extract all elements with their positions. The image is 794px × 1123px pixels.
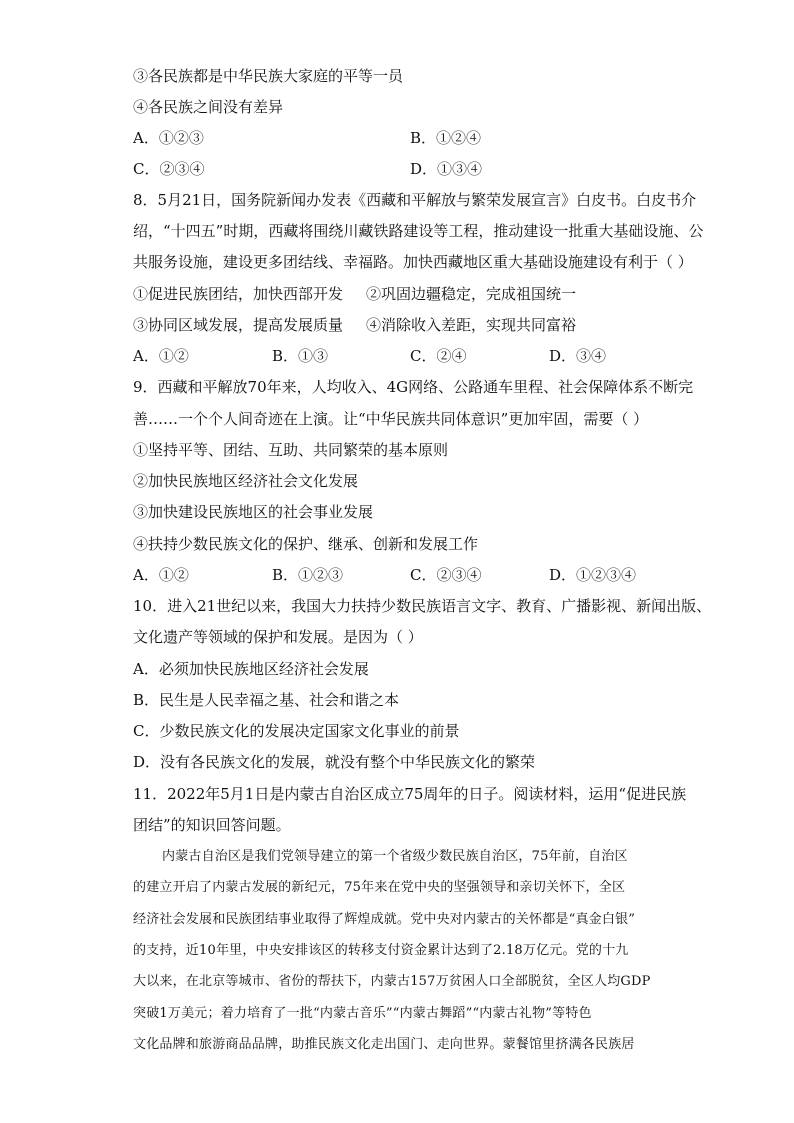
q8-option-b: B．①③ (272, 347, 329, 365)
q8-option-d: D．③④ (549, 347, 607, 365)
q9-option-b: B．①②③ (272, 566, 344, 584)
q8-item-2: ②巩固边疆稳定，完成祖国统一 (366, 285, 577, 303)
q9-item-3: ③加快建设民族地区的社会事业发展 (133, 503, 374, 521)
q11-stem-line-2: 团结”的知识回答问题。 (133, 816, 291, 834)
q11-material-line-2: 的建立开启了内蒙古发展的新纪元，75年来在党中央的坚强领导和亲切关怀下，全区 (133, 880, 626, 895)
q8-option-a: A．①② (133, 347, 189, 365)
q9-item-2: ②加快民族地区经济社会文化发展 (133, 472, 359, 490)
q8-stem-line-1: 8．5月21日，国务院新闻办发表《西藏和平解放与繁荣发展宣言》白皮书。白皮书介 (133, 191, 697, 209)
q11-material-line-1: 内蒙古自治区是我们党领导建立的第一个省级少数民族自治区，75年前，自治区 (162, 849, 628, 864)
q11-material-line-4: 的支持，近10年里，中央安排该区的转移支付资金累计达到了2.18万亿元。党的十九 (133, 943, 629, 958)
q10-option-a: A．必须加快民族地区经济社会发展 (133, 660, 369, 678)
q8-stem-line-3: 共服务设施，建设更多团结线、幸福路。加快西藏地区重大基础设施建设有利于（ ） (133, 253, 693, 271)
q9-option-c: C．②③④ (410, 566, 482, 584)
q9-option-d: D．①②③④ (549, 566, 637, 584)
q9-item-1: ①坚持平等、团结、互助、共同繁荣的基本原则 (133, 441, 449, 459)
q10-option-b: B．民生是人民幸福之基、社会和谐之本 (133, 691, 400, 709)
q8-item-4: ④消除收入差距，实现共同富裕 (366, 316, 577, 334)
q11-material-line-7: 文化品牌和旅游商品品牌，助推民族文化走出国门、走向世界。蒙餐馆里挤满各民族居 (133, 1037, 635, 1052)
q8-item-1: ①促进民族团结，加快西部开发 (133, 285, 344, 303)
q9-item-4: ④扶持少数民族文化的保护、继承、创新和发展工作 (133, 535, 479, 553)
q7-item-3: ③各民族都是中华民族大家庭的平等一员 (133, 67, 404, 85)
q10-stem-line-2: 文化遗产等领域的保护和发展。是因为（ ） (133, 628, 423, 646)
q10-option-d: D．没有各民族文化的发展，就没有整个中华民族文化的繁荣 (133, 753, 536, 771)
q9-stem-line-2: 善……一个个人间奇迹在上演。让“中华民族共同体意识”更加牢固，需要（ ） (133, 410, 649, 428)
q8-item-3: ③协同区域发展，提高发展质量 (133, 316, 344, 334)
q10-stem-line-1: 10．进入21世纪以来，我国大力扶持少数民族语言文字、教育、广播影视、新闻出版、 (133, 597, 712, 615)
q9-option-a: A．①② (133, 566, 189, 584)
q11-material-line-3: 经济社会发展和民族团结事业取得了辉煌成就。党中央对内蒙古的关怀都是“真金白银” (133, 912, 636, 927)
q8-stem-line-2: 绍，“十四五”时期，西藏将围绕川藏铁路建设等工程，推动建设一批重大基础设施、公 (133, 222, 704, 240)
q10-option-c: C．少数民族文化的发展决定国家文化事业的前景 (133, 722, 460, 740)
q7-option-c: C．②③④ (133, 160, 205, 178)
q8-option-c: C．②④ (410, 347, 467, 365)
q7-option-b: B．①②④ (410, 129, 482, 147)
q7-option-a: A．①②③ (133, 129, 204, 147)
q7-item-4: ④各民族之间没有差异 (133, 98, 284, 116)
q11-material-line-5: 大以来，在北京等城市、省份的帮扶下，内蒙古157万贫困人口全部脱贫，全区人均GDP (133, 974, 651, 989)
q7-option-d: D．①③④ (410, 160, 483, 178)
q11-material-line-6: 突破1万美元；着力培育了一批“内蒙古音乐”“内蒙古舞蹈”“内蒙古礼物”等特色 (133, 1006, 592, 1021)
q11-stem-line-1: 11．2022年5月1日是内蒙古自治区成立75周年的日子。阅读材料，运用“促进民族 (133, 785, 687, 803)
q9-stem-line-1: 9．西藏和平解放70年来，人均收入、4G网络、公路通车里程、社会保障体系不断完 (133, 378, 694, 396)
